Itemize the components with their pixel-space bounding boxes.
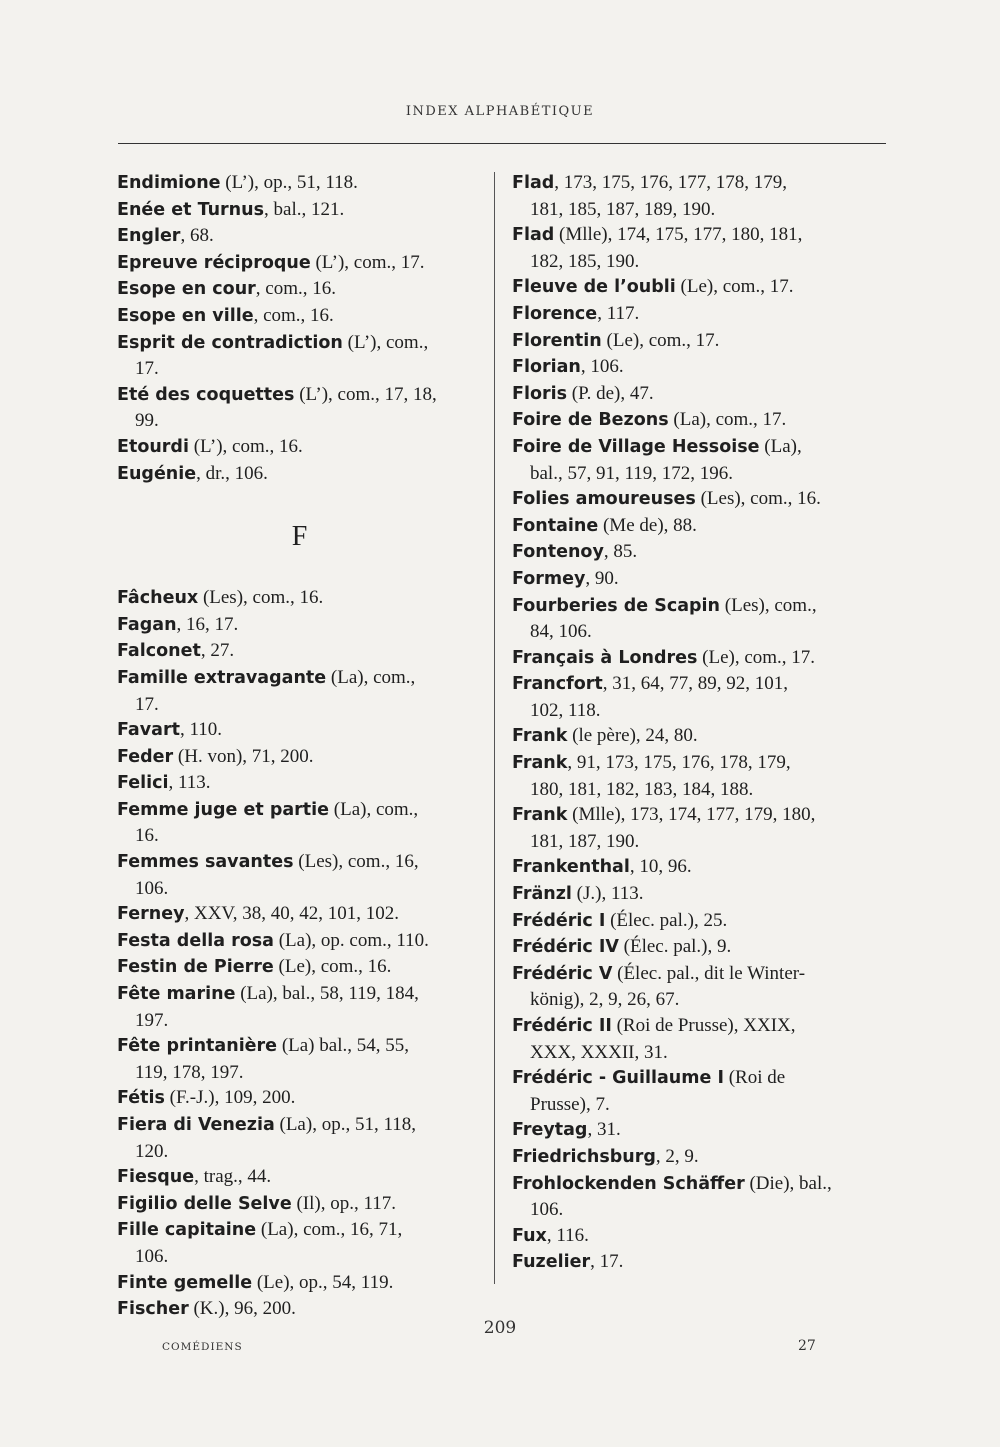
- entry-details: , 110.: [179, 719, 222, 741]
- entry-heading: Freytag: [512, 1120, 588, 1141]
- entry-heading: Frank: [512, 726, 568, 747]
- entry-details: , trag., 44.: [194, 1166, 272, 1188]
- entry-details: (L’), op., 51, 118.: [220, 172, 358, 193]
- entry-details: (P. de), 47.: [567, 382, 654, 404]
- entry-details: (L’), com.,: [342, 331, 429, 353]
- index-entry: [117, 330, 482, 382]
- entry-heading: Fontaine: [512, 515, 599, 536]
- entry-heading: Favart: [117, 720, 180, 741]
- running-head: INDEX ALPHABÉTIQUE: [405, 104, 595, 119]
- entry-details: (Élec. pal., dit le Winter-: [612, 962, 806, 984]
- entry-details: (J.), 113.: [571, 883, 644, 905]
- entry-continuation: 84, 106.: [530, 621, 592, 643]
- entry-heading: Frankenthal: [512, 857, 630, 878]
- index-entry: [512, 593, 887, 645]
- index-entry: [117, 717, 482, 744]
- entry-heading: Esope en ville: [117, 305, 254, 326]
- entry-continuation: 106.: [135, 877, 169, 899]
- entry-details: , 31, 64, 77, 89, 92, 101,: [602, 673, 788, 695]
- index-entry: [512, 539, 887, 566]
- index-entry: [117, 901, 482, 928]
- entry-continuation: 182, 185, 190.: [530, 250, 640, 272]
- entry-heading: Fiera di Venezia: [117, 1115, 275, 1135]
- entry-heading: Fourberies de Scapin: [512, 595, 721, 616]
- entry-heading: Femmes savantes: [117, 852, 294, 873]
- entry-details: (H. von), 71, 200.: [173, 745, 314, 767]
- entry-heading: Eugénie: [117, 463, 197, 484]
- entry-heading: Fête printanière: [117, 1036, 278, 1057]
- entry-details: , 68.: [180, 225, 214, 247]
- index-entry: [117, 250, 482, 277]
- entry-details: , 106.: [580, 356, 624, 378]
- entry-details: , 10, 96.: [629, 856, 692, 878]
- entry-heading: Felici: [117, 773, 169, 794]
- index-entry: [117, 1033, 482, 1085]
- entry-details: (Me de), 88.: [598, 514, 697, 536]
- entry-heading: Fête marine: [117, 984, 236, 1005]
- entry-heading: Figilio delle Selve: [117, 1193, 292, 1214]
- index-entry: [512, 723, 887, 750]
- index-entry: [117, 744, 482, 771]
- index-entry: [117, 170, 482, 197]
- entry-continuation: 106.: [530, 1199, 564, 1221]
- signature-mark: COMÉDIENS: [162, 1341, 243, 1353]
- entry-heading: Fâcheux: [117, 588, 199, 609]
- entry-details: , 27.: [200, 640, 235, 662]
- index-entry: [512, 1144, 887, 1171]
- entry-heading: Engler: [117, 226, 181, 247]
- entry-continuation: 180, 181, 182, 183, 184, 188.: [530, 778, 754, 800]
- entry-details: , XXV, 38, 40, 42, 101, 102.: [184, 903, 399, 925]
- entry-details: (L’), com., 17, 18,: [294, 383, 437, 405]
- entry-continuation: XXX, XXXII, 31.: [530, 1041, 668, 1063]
- index-entry: [512, 908, 887, 935]
- index-entry: [512, 1223, 887, 1250]
- entry-details: (Le), com., 17.: [601, 329, 720, 351]
- entry-details: (Les), com., 16.: [198, 587, 324, 609]
- index-entry: [117, 954, 482, 981]
- entry-heading: Florence: [512, 303, 598, 324]
- section-letter: F: [291, 521, 308, 553]
- index-entry: [512, 222, 887, 274]
- index-entry: [512, 881, 887, 908]
- entry-heading: Frédéric IV: [512, 937, 619, 958]
- index-entry: [117, 981, 482, 1033]
- index-entry: [117, 1112, 482, 1164]
- entry-details: (La) bal., 54, 55,: [277, 1035, 409, 1057]
- entry-heading: Ferney: [117, 904, 185, 925]
- page-number: 209: [483, 1318, 517, 1338]
- index-entry: [117, 197, 482, 224]
- entry-heading: Fiesque: [117, 1167, 195, 1188]
- entry-heading: Fischer: [117, 1299, 189, 1320]
- entry-continuation: 119, 178, 197.: [135, 1061, 244, 1083]
- entry-heading: Frédéric V: [512, 963, 613, 984]
- entry-heading: Foire de Bezons: [512, 410, 669, 431]
- entry-details: (Élec. pal.), 9.: [618, 936, 732, 958]
- entry-heading: Epreuve réciproque: [117, 252, 311, 273]
- entry-details: (F.-J.), 109, 200.: [164, 1087, 296, 1109]
- index-entry: [117, 1085, 482, 1112]
- entry-details: (Les), com., 16.: [695, 488, 821, 510]
- index-entry: [512, 513, 887, 540]
- entry-continuation: 16.: [135, 825, 159, 847]
- entry-details: , 85.: [603, 541, 638, 563]
- entry-details: , 91, 173, 175, 176, 178, 179,: [567, 752, 791, 774]
- entry-details: (L’), com., 17.: [310, 251, 425, 273]
- index-entry: [512, 354, 887, 381]
- entry-details: (Il), op., 117.: [291, 1192, 397, 1214]
- index-entry: [117, 303, 482, 330]
- entry-details: , com., 16.: [255, 278, 337, 300]
- index-entry: [117, 223, 482, 250]
- entry-heading: Esprit de contradiction: [117, 332, 343, 353]
- entry-continuation: könig), 2, 9, 26, 67.: [530, 989, 680, 1011]
- entry-heading: Falconet: [117, 641, 201, 662]
- index-entry: [512, 301, 887, 328]
- entry-heading: Frank: [512, 753, 568, 774]
- entry-heading: Eté des coquettes: [117, 384, 295, 405]
- index-entry: [512, 854, 887, 881]
- entry-heading: Florian: [512, 357, 581, 378]
- index-entry: [117, 849, 482, 901]
- index-entry: [117, 382, 482, 434]
- entry-heading: Foire de Village Hessoise: [512, 436, 760, 457]
- entry-details: (La), bal., 58, 119, 184,: [235, 983, 419, 1005]
- index-entry: [512, 486, 887, 513]
- entry-details: , 16, 17.: [176, 613, 239, 635]
- entry-heading: Famille extravagante: [117, 667, 327, 688]
- index-entry: [117, 665, 482, 717]
- entry-details: , 173, 175, 176, 177, 178, 179,: [554, 172, 788, 193]
- entry-heading: Fontenoy: [512, 542, 604, 563]
- entry-details: (L’), com., 16.: [188, 435, 303, 457]
- index-entry: [512, 802, 887, 854]
- index-entry: [512, 1171, 887, 1223]
- entry-heading: Frédéric - Guillaume I: [512, 1068, 724, 1089]
- entry-details: (Élec. pal.), 25.: [605, 909, 728, 931]
- index-entry: [512, 1117, 887, 1144]
- index-entry: [117, 461, 482, 488]
- entry-details: (Les), com., 16,: [293, 851, 419, 873]
- entry-heading: Florentin: [512, 330, 602, 351]
- entry-heading: Festin de Pierre: [117, 957, 274, 978]
- entry-details: (Roi de Prusse), XXIX,: [611, 1015, 796, 1036]
- entry-details: , 117.: [597, 302, 640, 324]
- entry-details: (La), com.,: [326, 666, 416, 688]
- index-entry: [512, 750, 887, 802]
- index-entry: [117, 612, 482, 639]
- entry-heading: Femme juge et partie: [117, 799, 330, 820]
- entry-details: , 90.: [585, 567, 619, 589]
- index-entry: [117, 770, 482, 797]
- right-column: [512, 170, 887, 1276]
- entry-details: (Mlle), 174, 175, 177, 180, 181,: [554, 224, 803, 246]
- index-entry: [117, 928, 482, 955]
- header-rule: [118, 143, 886, 144]
- entry-details: , com., 16.: [253, 304, 334, 326]
- entry-heading: Flad: [512, 225, 555, 246]
- entry-heading: Folies amoureuses: [512, 489, 696, 510]
- entry-details: (K.), 96, 200.: [188, 1298, 296, 1320]
- index-entry: [512, 328, 887, 355]
- entry-continuation: 197.: [135, 1009, 169, 1031]
- entry-heading: Frohlockenden Schäffer: [512, 1173, 745, 1194]
- entry-details: , 113.: [168, 772, 211, 794]
- entry-details: (La), op., 51, 118,: [274, 1114, 416, 1135]
- entry-heading: Fränzl: [512, 884, 572, 905]
- entry-heading: Frédéric I: [512, 910, 606, 931]
- entry-continuation: 17.: [135, 358, 159, 380]
- entry-continuation: 181, 185, 187, 189, 190.: [530, 198, 716, 220]
- index-entry: [512, 1065, 887, 1117]
- entry-details: (La), com., 16, 71,: [256, 1219, 403, 1241]
- entry-continuation: 181, 187, 190.: [530, 830, 640, 852]
- index-entry: [512, 434, 887, 486]
- entry-details: , 116.: [546, 1224, 589, 1246]
- entry-details: (La), com.,: [329, 798, 419, 820]
- index-entry: [512, 1013, 887, 1065]
- entry-details: (Le), com., 17.: [697, 646, 816, 668]
- column-divider: [494, 172, 495, 1284]
- entry-details: (Les), com.,: [720, 594, 817, 616]
- entry-heading: Fuzelier: [512, 1252, 591, 1273]
- entry-heading: Francfort: [512, 674, 603, 695]
- index-entry: [117, 797, 482, 849]
- entry-heading: Enée et Turnus: [117, 199, 265, 220]
- right-entries: [512, 170, 887, 1276]
- entry-heading: Festa della rosa: [117, 930, 274, 951]
- entry-details: (Le), com., 16.: [273, 956, 392, 978]
- entry-details: (Mlle), 173, 174, 177, 179, 180,: [567, 804, 816, 826]
- entry-continuation: 17.: [135, 693, 159, 715]
- entry-details: , 31.: [587, 1119, 621, 1141]
- left-entries-f: [117, 585, 482, 1323]
- index-entry: [512, 1249, 887, 1276]
- entry-details: , 2, 9.: [655, 1145, 699, 1167]
- index-entry: [117, 638, 482, 665]
- index-entry: [117, 276, 482, 303]
- index-entry: [512, 645, 887, 672]
- index-entry: [117, 1217, 482, 1269]
- entry-heading: Friedrichsburg: [512, 1146, 656, 1167]
- entry-heading: Fux: [512, 1225, 547, 1246]
- entry-heading: Français à Londres: [512, 647, 698, 668]
- entry-heading: Feder: [117, 746, 174, 767]
- index-entry: [117, 434, 482, 461]
- entry-continuation: 102, 118.: [530, 699, 601, 721]
- index-entry: [512, 566, 887, 593]
- entry-heading: Frank: [512, 805, 568, 826]
- index-entry: [512, 407, 887, 434]
- entry-details: , bal., 121.: [264, 198, 345, 220]
- entry-heading: Flad: [512, 173, 555, 193]
- entry-details: (La),: [759, 435, 802, 457]
- entry-details: (Die), bal.,: [744, 1172, 832, 1194]
- index-entry: [512, 274, 887, 301]
- entry-heading: Fétis: [117, 1088, 165, 1109]
- entry-heading: Esope en cour: [117, 279, 256, 300]
- entry-heading: Fleuve de l’oubli: [512, 277, 676, 298]
- index-entry: [117, 1164, 482, 1191]
- entry-details: (Roi de: [723, 1067, 786, 1089]
- entry-heading: Floris: [512, 383, 568, 404]
- entry-details: (Le), op., 54, 119.: [252, 1271, 394, 1293]
- entry-heading: Finte gemelle: [117, 1272, 253, 1293]
- entry-heading: Fagan: [117, 614, 177, 635]
- entry-details: (le père), 24, 80.: [567, 725, 698, 747]
- index-entry: [117, 1270, 482, 1297]
- left-entries-e: [117, 170, 482, 487]
- left-column: [117, 170, 482, 1323]
- index-entry: [117, 585, 482, 612]
- entry-continuation: Prusse), 7.: [530, 1093, 610, 1115]
- entry-details: , dr., 106.: [196, 462, 268, 484]
- index-entry: [512, 961, 887, 1013]
- entry-heading: Formey: [512, 568, 586, 589]
- index-entry: [512, 170, 887, 222]
- entry-heading: Etourdi: [117, 436, 189, 457]
- entry-details: (La), op. com., 110.: [273, 929, 429, 951]
- entry-heading: Endimione: [117, 173, 221, 193]
- signature-number: 27: [798, 1338, 816, 1354]
- entry-continuation: 106.: [135, 1245, 169, 1267]
- index-entry: [512, 671, 887, 723]
- entry-continuation: bal., 57, 91, 119, 172, 196.: [530, 462, 734, 484]
- entry-continuation: 120.: [135, 1140, 169, 1162]
- entry-details: , 17.: [590, 1251, 624, 1273]
- entry-heading: Frédéric II: [512, 1016, 612, 1036]
- index-entry: [512, 381, 887, 408]
- entry-details: (Le), com., 17.: [675, 276, 794, 298]
- entry-heading: Fille capitaine: [117, 1220, 257, 1241]
- index-entry: [512, 934, 887, 961]
- entry-details: (La), com., 17.: [668, 409, 787, 431]
- index-entry: [117, 1191, 482, 1218]
- entry-continuation: 99.: [135, 410, 159, 432]
